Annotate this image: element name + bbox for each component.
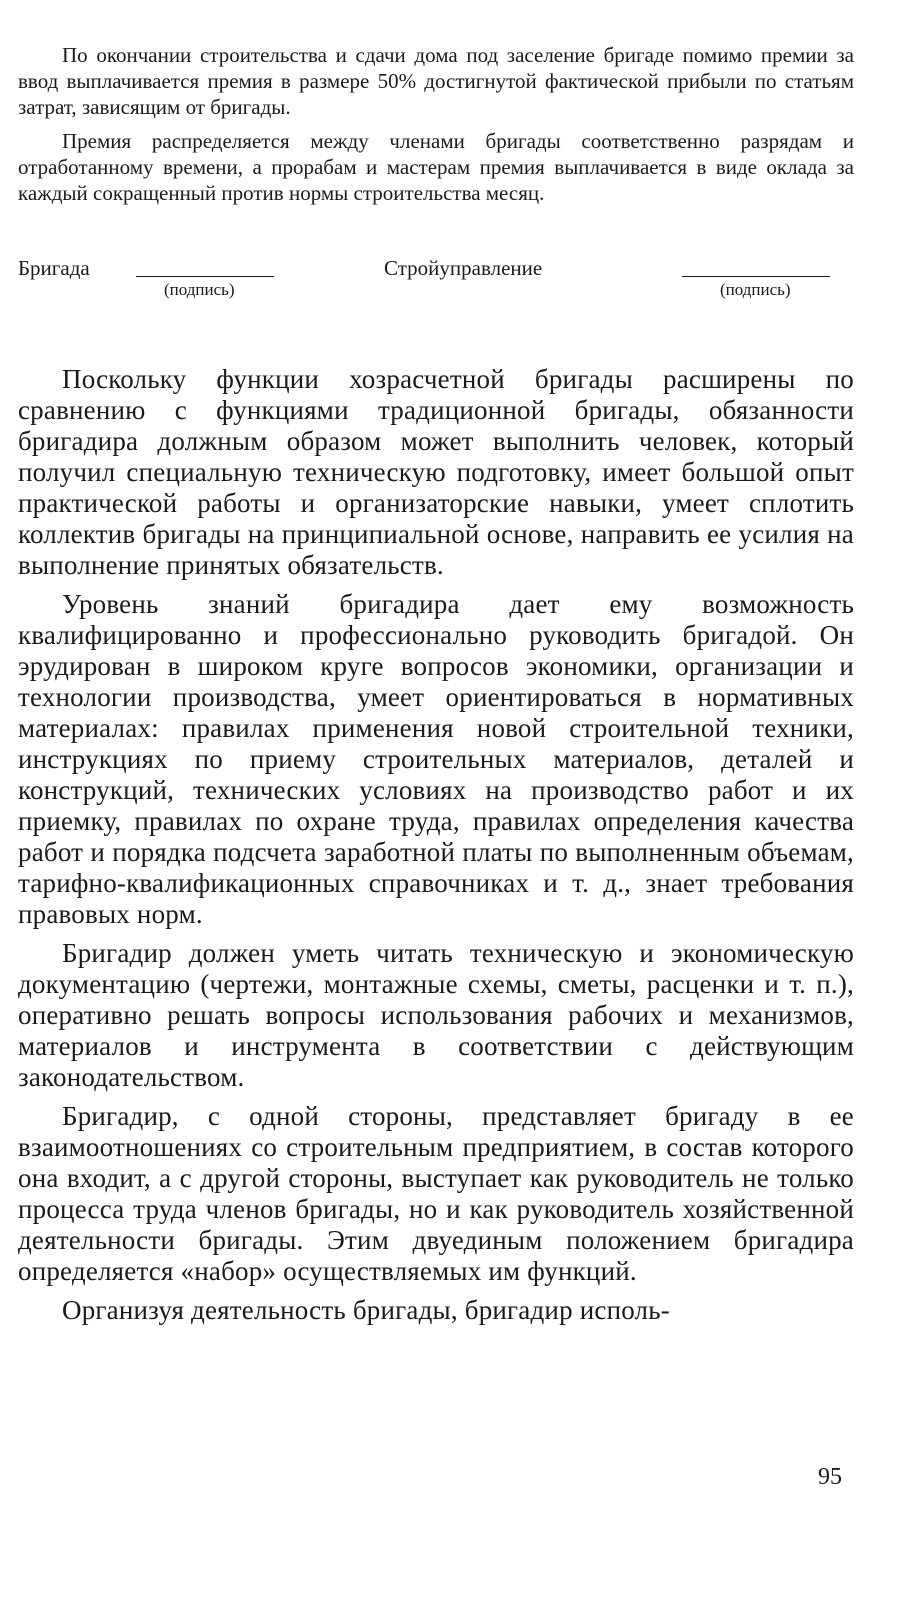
- paragraph-2: Уровень знаний бригадира дает ему возможность квалифицированно и профессионально руководить бригадой. Он эрудирован в широком круге вопросов экономики, организации и технологии производства, умеет ориентироваться в нормативных материалах: правилах применения новой строительной техники, инструкциях по приему строительных материалов, деталей и конструкций, технических условиях на производство работ и их приемку, правилах по охране труда, правилах определения качества работ и порядка подсчета заработной платы по выполненным объемам, тарифно-квалификационных справочниках и т. д., знает требования правовых норм.: [18, 589, 854, 929]
- department-signature-line: [682, 276, 830, 277]
- paragraph-1: Поскольку функции хозрасчетной бригады расширены по сравнению с функциями традиционной бригады, обязанности бригадира должным образом может выполнить человек, который получил специальную техническую подготовку, имеет большой опыт практической работы и организаторские навыки, умеет сплотить коллектив бригады на принципиальной основе, направить ее усилия на выполнение принятых обязательств.: [18, 364, 854, 580]
- department-signature-caption: (подпись): [720, 280, 791, 299]
- brigade-signature-caption: (подпись): [164, 280, 235, 299]
- brigade-signature-line: [136, 276, 274, 277]
- paragraph-5: Организуя деятельность бригады, бригадир исполь-: [62, 1295, 670, 1325]
- brigade-label: Бригада: [18, 256, 90, 280]
- signature-row: [18, 256, 854, 306]
- paragraph-3: Бригадир должен уметь читать техническую и экономическую документацию (чертежи, монтажные схемы, сметы, расценки и т. п.), оперативно решать вопросы использования рабочих и механизмов, материалов и инструмента в соответствии с действующим законодательством.: [18, 938, 854, 1092]
- paragraph-4: Бригадир, с одной стороны, представляет бригаду в ее взаимоотношениях со строительным предприятием, в состав которого она входит, а с другой стороны, выступает как руководитель не только процесса труда членов бригады, но и как руководитель хозяйственной деятельности бригады. Этим двуединым положением бригадира определяется «набор» осуществляемых им функций.: [18, 1101, 854, 1286]
- construction-department-label: Стройуправление: [384, 256, 543, 280]
- page-number: 95: [818, 1464, 842, 1490]
- main-text: [18, 364, 854, 1334]
- contract-paragraph-1: По окончании строительства и сдачи дома под заселение бригаде помимо премии за ввод выплачивается премия в размере 50% достигнутой фактической прибыли по статьям затрат, зависящим от бригады.: [18, 43, 854, 119]
- contract-excerpt: [18, 42, 854, 214]
- contract-paragraph-2: Премия распределяется между членами бригады соответственно разрядам и отработанному времени, а прорабам и мастерам премия выплачивается в виде оклада за каждый сокращенный против нормы строительства месяц.: [18, 129, 854, 205]
